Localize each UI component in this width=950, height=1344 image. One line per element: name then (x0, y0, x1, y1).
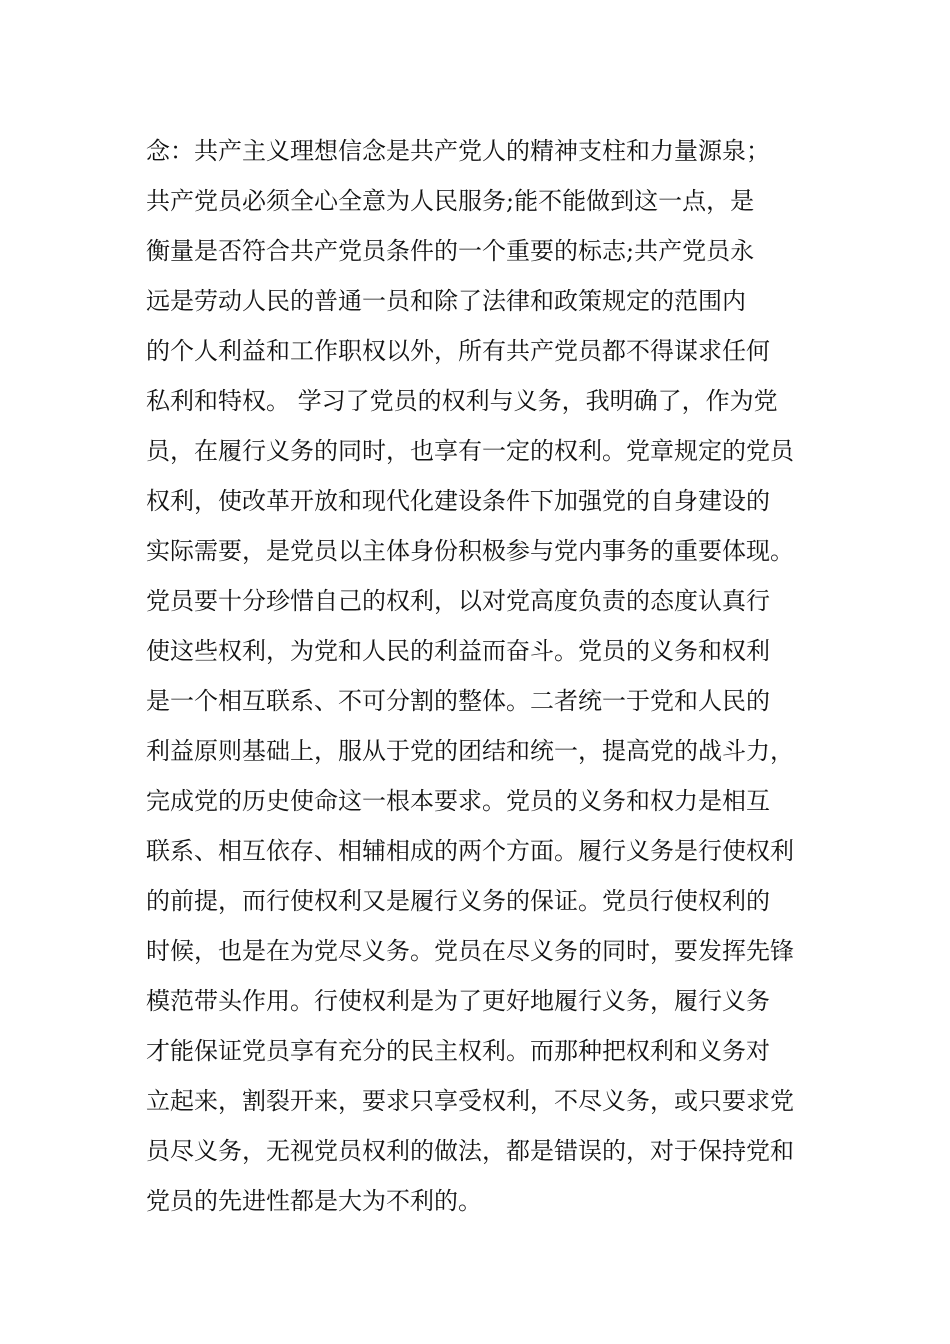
text-line: 员尽义务，无视党员权利的做法，都是错误的，对于保持党和 (146, 1137, 794, 1165)
text-line: 私利和特权。 学习了党员的权利与义务，我明确了，作为党 (146, 387, 778, 415)
text-line: 党员要十分珍惜自己的权利，以对党高度负责的态度认真行 (146, 587, 770, 615)
text-line: 共产党员必须全心全意为人民服务;能不能做到这一点，是 (146, 187, 755, 215)
text-line: 的前提，而行使权利又是履行义务的保证。党员行使权利的 (146, 887, 770, 915)
text-line: 党员的先进性都是大为不利的。 (146, 1187, 482, 1215)
text-line: 时候，也是在为党尽义务。党员在尽义务的同时，要发挥先锋 (146, 937, 794, 965)
body-text (146, 126, 826, 1226)
text-line: 远是劳动人民的普通一员和除了法律和政策规定的范围内 (146, 287, 746, 315)
text-line: 念：共产主义理想信念是共产党人的精神支柱和力量源泉； (146, 137, 770, 165)
text-line: 使这些权利，为党和人民的利益而奋斗。党员的义务和权利 (146, 637, 770, 665)
text-line: 是一个相互联系、不可分割的整体。二者统一于党和人民的 (146, 687, 770, 715)
text-line: 权利，使改革开放和现代化建设条件下加强党的自身建设的 (146, 487, 770, 515)
text-line: 的个人利益和工作职权以外，所有共产党员都不得谋求任何 (146, 337, 770, 365)
text-line: 立起来，割裂开来，要求只享受权利，不尽义务，或只要求党 (146, 1087, 794, 1115)
text-line: 实际需要，是党员以主体身份积极参与党内事务的重要体现。 (146, 537, 794, 565)
text-line: 利益原则基础上，服从于党的团结和统一，提高党的战斗力， (146, 737, 794, 765)
text-line: 联系、相互依存、相辅相成的两个方面。履行义务是行使权利 (146, 837, 794, 865)
text-line: 衡量是否符合共产党员条件的一个重要的标志;共产党员永 (146, 237, 755, 265)
text-line: 员，在履行义务的同时，也享有一定的权利。党章规定的党员 (146, 437, 794, 465)
text-line: 才能保证党员享有充分的民主权利。而那种把权利和义务对 (146, 1037, 770, 1065)
text-line: 完成党的历史使命这一根本要求。党员的义务和权力是相互 (146, 787, 770, 815)
text-line: 模范带头作用。行使权利是为了更好地履行义务，履行义务 (146, 987, 770, 1015)
